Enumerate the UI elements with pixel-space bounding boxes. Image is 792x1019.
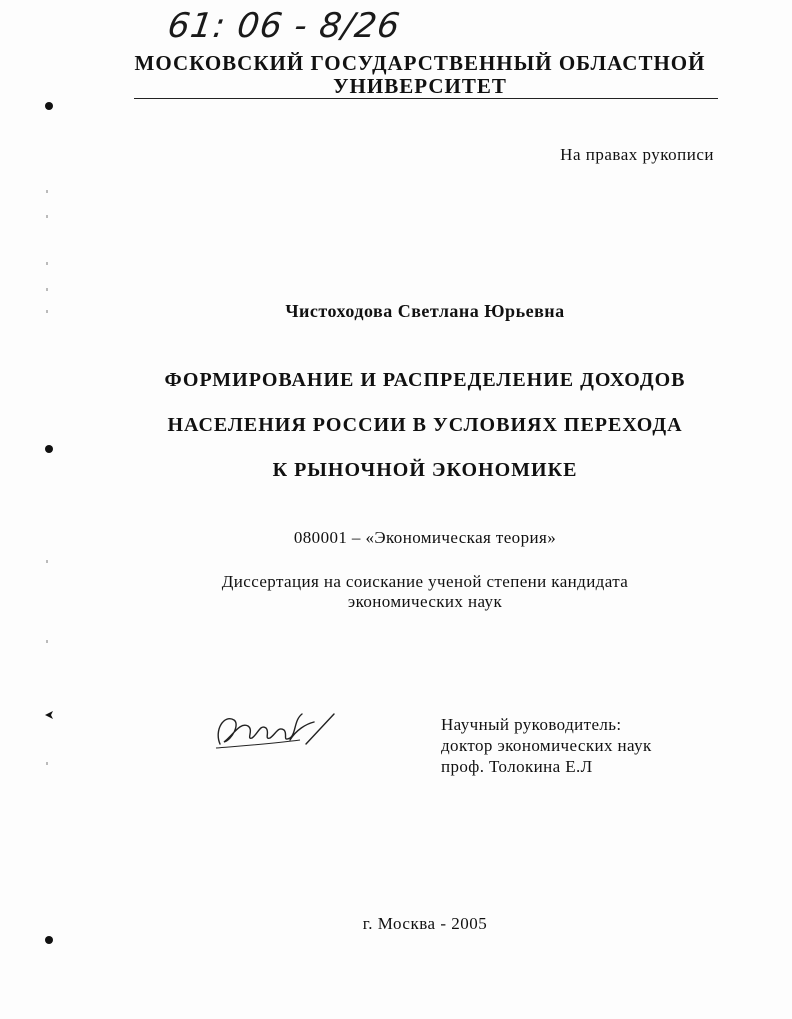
supervisor-label: Научный руководитель: xyxy=(441,715,622,734)
thesis-title-line2: НАСЕЛЕНИЯ РОССИИ В УСЛОВИЯХ ПЕРЕХОДА xyxy=(167,414,683,436)
scan-speck xyxy=(46,288,48,291)
scan-speck xyxy=(46,640,48,643)
archive-code: 61: 06 - 8/26 xyxy=(165,6,403,46)
signature-image xyxy=(210,700,340,760)
university-name-line2: УНИВЕРСИТЕТ xyxy=(333,74,507,98)
dissertation-line1: Диссертация на соискание ученой степени кандидата xyxy=(221,572,629,591)
scan-speck xyxy=(46,262,48,265)
city-year: г. Москва - 2005 xyxy=(362,914,488,933)
thesis-title-line3: К РЫНОЧНОЙ ЭКОНОМИКЕ xyxy=(272,459,578,481)
scan-speck xyxy=(46,310,48,313)
binding-hole-mark xyxy=(44,710,54,720)
university-name-line1: МОСКОВСКИЙ ГОСУДАРСТВЕННЫЙ ОБЛАСТНОЙ xyxy=(134,51,706,75)
author-name: Чистоходова Светлана Юрьевна xyxy=(285,301,565,321)
specialty-code: 080001 – «Экономическая теория» xyxy=(293,528,557,547)
dissertation-line2: экономических наук xyxy=(347,592,503,611)
supervisor-degree: доктор экономических наук xyxy=(441,736,652,755)
binding-hole-mark xyxy=(44,935,54,945)
scan-speck xyxy=(46,762,48,765)
header-divider xyxy=(134,98,718,99)
binding-hole-mark xyxy=(44,101,54,111)
thesis-title-line1: ФОРМИРОВАНИЕ И РАСПРЕДЕЛЕНИЕ ДОХОДОВ xyxy=(164,369,686,391)
binding-hole-mark xyxy=(44,444,54,454)
supervisor-name: проф. Толокина Е.Л xyxy=(441,757,593,776)
scan-speck xyxy=(46,560,48,563)
scan-speck xyxy=(46,215,48,218)
manuscript-note: На правах рукописи xyxy=(560,145,714,164)
scan-speck xyxy=(46,190,48,193)
